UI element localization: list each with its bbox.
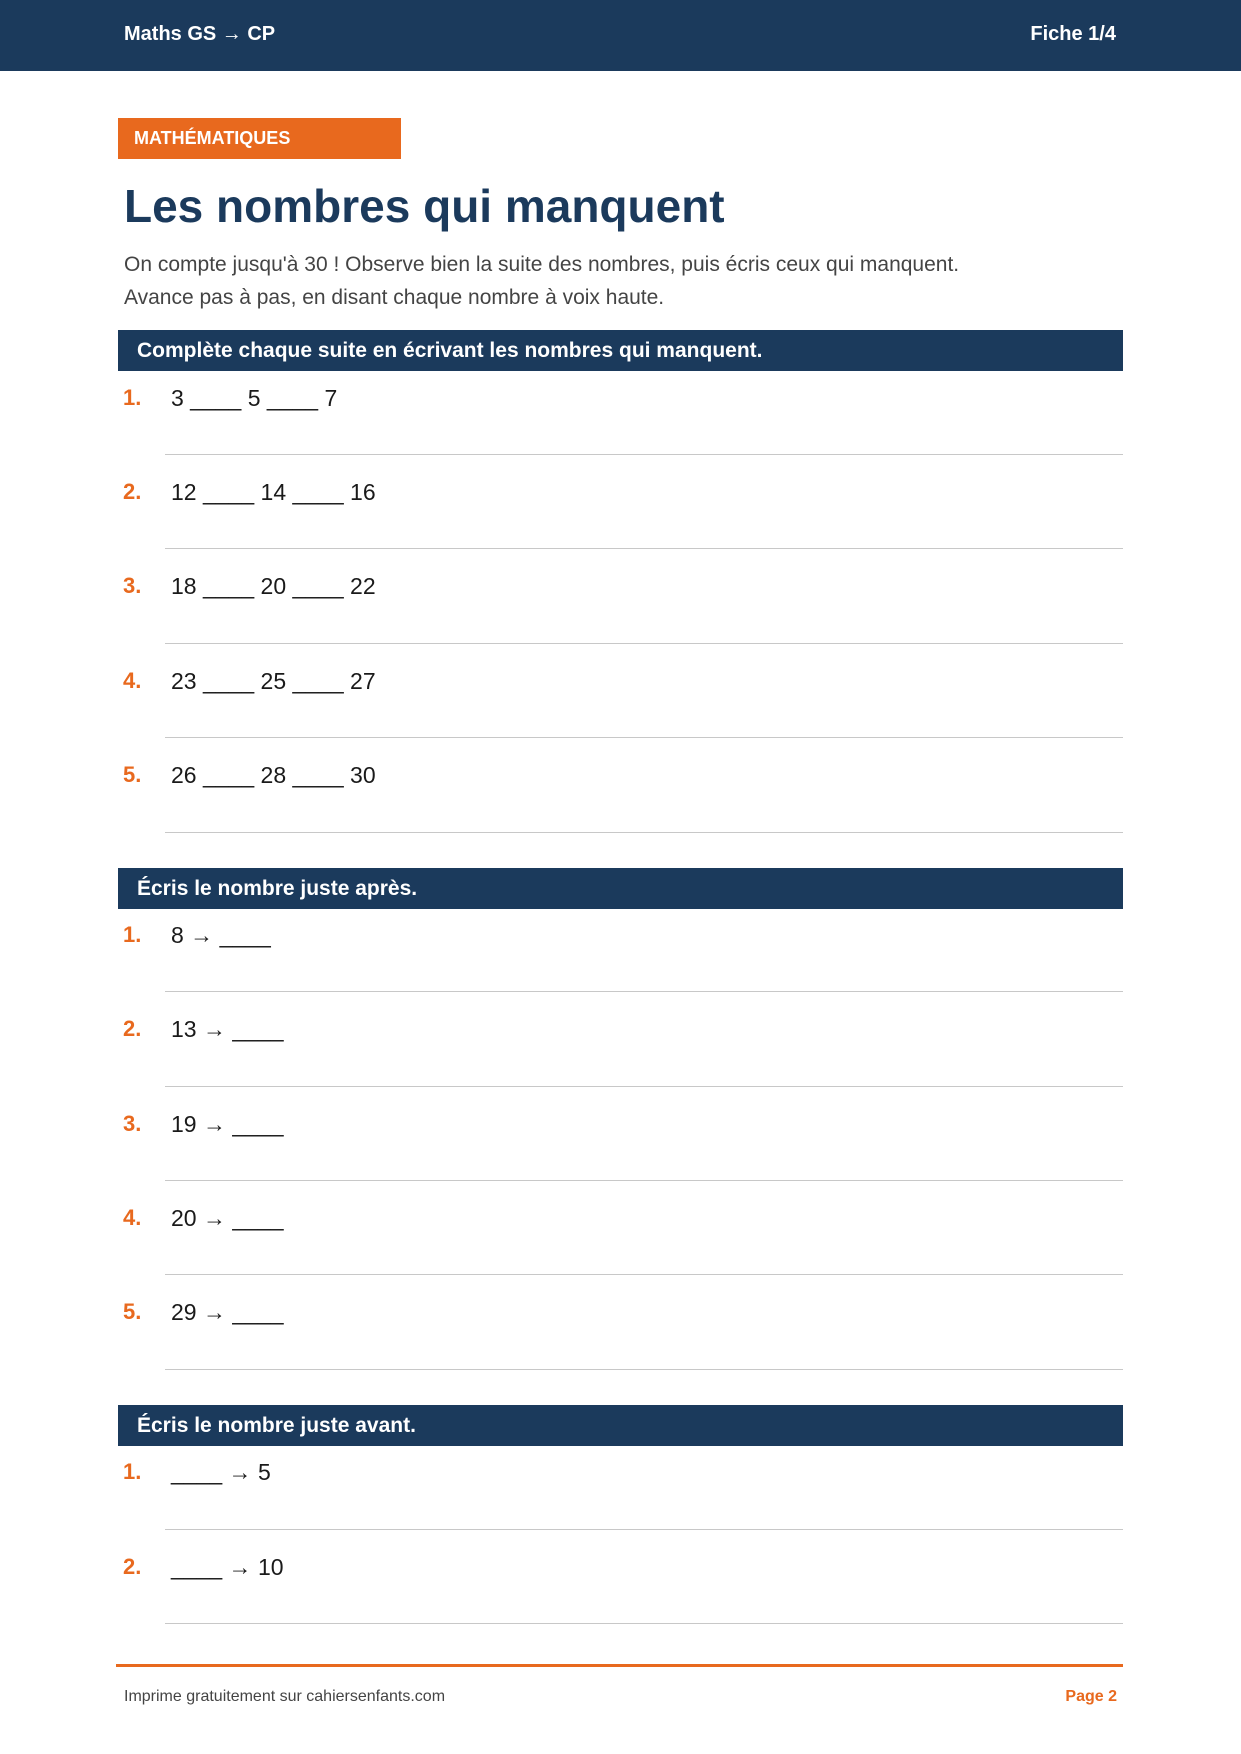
- header-level: Maths GS → CP: [124, 23, 276, 45]
- item-number: 2.: [123, 479, 142, 504]
- item-divider: [165, 1086, 1123, 1087]
- item-divider: [165, 1529, 1123, 1530]
- page-title: Les nombres qui manquent: [124, 180, 725, 232]
- item-number: 1.: [123, 385, 142, 410]
- item-number: 4.: [123, 668, 142, 693]
- item-divider: [165, 1274, 1123, 1275]
- item-divider: [165, 548, 1123, 549]
- header-sheet-number: Fiche 1/4: [1030, 23, 1116, 45]
- section-header-complete-sequence: Complète chaque suite en écrivant les nombres qui manquent.: [118, 330, 1123, 371]
- item-text: 13 → ____: [171, 1016, 284, 1042]
- item-number: 3.: [123, 573, 142, 598]
- item-divider: [165, 643, 1123, 644]
- item-number: 4.: [123, 1205, 142, 1230]
- item-text: 3 ____ 5 ____ 7: [171, 385, 338, 411]
- item-text: ____ → 5: [171, 1459, 271, 1485]
- item-number: 2.: [123, 1016, 142, 1041]
- exercise-item: [118, 758, 1123, 798]
- item-text: 20 → ____: [171, 1205, 284, 1231]
- item-number: 2.: [123, 1554, 142, 1579]
- intro-line-2: Avance pas à pas, en disant chaque nombre à voix haute.: [124, 286, 665, 309]
- exercise-item: [118, 1201, 1123, 1241]
- item-text: 18 ____ 20 ____ 22: [171, 573, 376, 599]
- exercise-item: [118, 1012, 1123, 1052]
- item-text: 29 → ____: [171, 1299, 284, 1325]
- section-header-number-before: Écris le nombre juste avant.: [118, 1405, 1123, 1446]
- page-number: Page 2: [1065, 1688, 1117, 1705]
- item-text: 26 ____ 28 ____ 30: [171, 762, 376, 788]
- exercise-item: [118, 381, 1123, 421]
- item-divider: [165, 832, 1123, 833]
- exercise-item: [118, 1455, 1123, 1495]
- item-number: 5.: [123, 762, 142, 787]
- item-number: 5.: [123, 1299, 142, 1324]
- footer-credit: Imprime gratuitement sur cahiersenfants.com: [124, 1688, 446, 1705]
- exercise-item: [118, 664, 1123, 704]
- exercise-item: [118, 918, 1123, 958]
- footer-divider: [116, 1664, 1123, 1667]
- item-divider: [165, 1369, 1123, 1370]
- intro-text: [124, 248, 1124, 314]
- item-divider: [165, 737, 1123, 738]
- exercise-item: [118, 569, 1123, 609]
- exercise-item: [118, 1550, 1123, 1590]
- subject-badge: MATHÉMATIQUES: [118, 118, 401, 159]
- item-divider: [165, 454, 1123, 455]
- exercise-item: [118, 475, 1123, 515]
- item-divider: [165, 1180, 1123, 1181]
- top-bar: [0, 0, 1241, 71]
- section-header-number-after: Écris le nombre juste après.: [118, 868, 1123, 909]
- item-text: 12 ____ 14 ____ 16: [171, 479, 376, 505]
- item-number: 1.: [123, 1459, 142, 1484]
- exercise-item: [118, 1295, 1123, 1335]
- item-text: ____ → 10: [171, 1554, 284, 1580]
- item-text: 23 ____ 25 ____ 27: [171, 668, 376, 694]
- item-number: 3.: [123, 1111, 142, 1136]
- item-divider: [165, 1623, 1123, 1624]
- exercise-item: [118, 1107, 1123, 1147]
- intro-line-1: On compte jusqu'à 30 ! Observe bien la suite des nombres, puis écris ceux qui manquent.: [124, 253, 960, 276]
- item-number: 1.: [123, 922, 142, 947]
- item-divider: [165, 991, 1123, 992]
- item-text: 8 → ____: [171, 922, 271, 948]
- item-text: 19 → ____: [171, 1111, 284, 1137]
